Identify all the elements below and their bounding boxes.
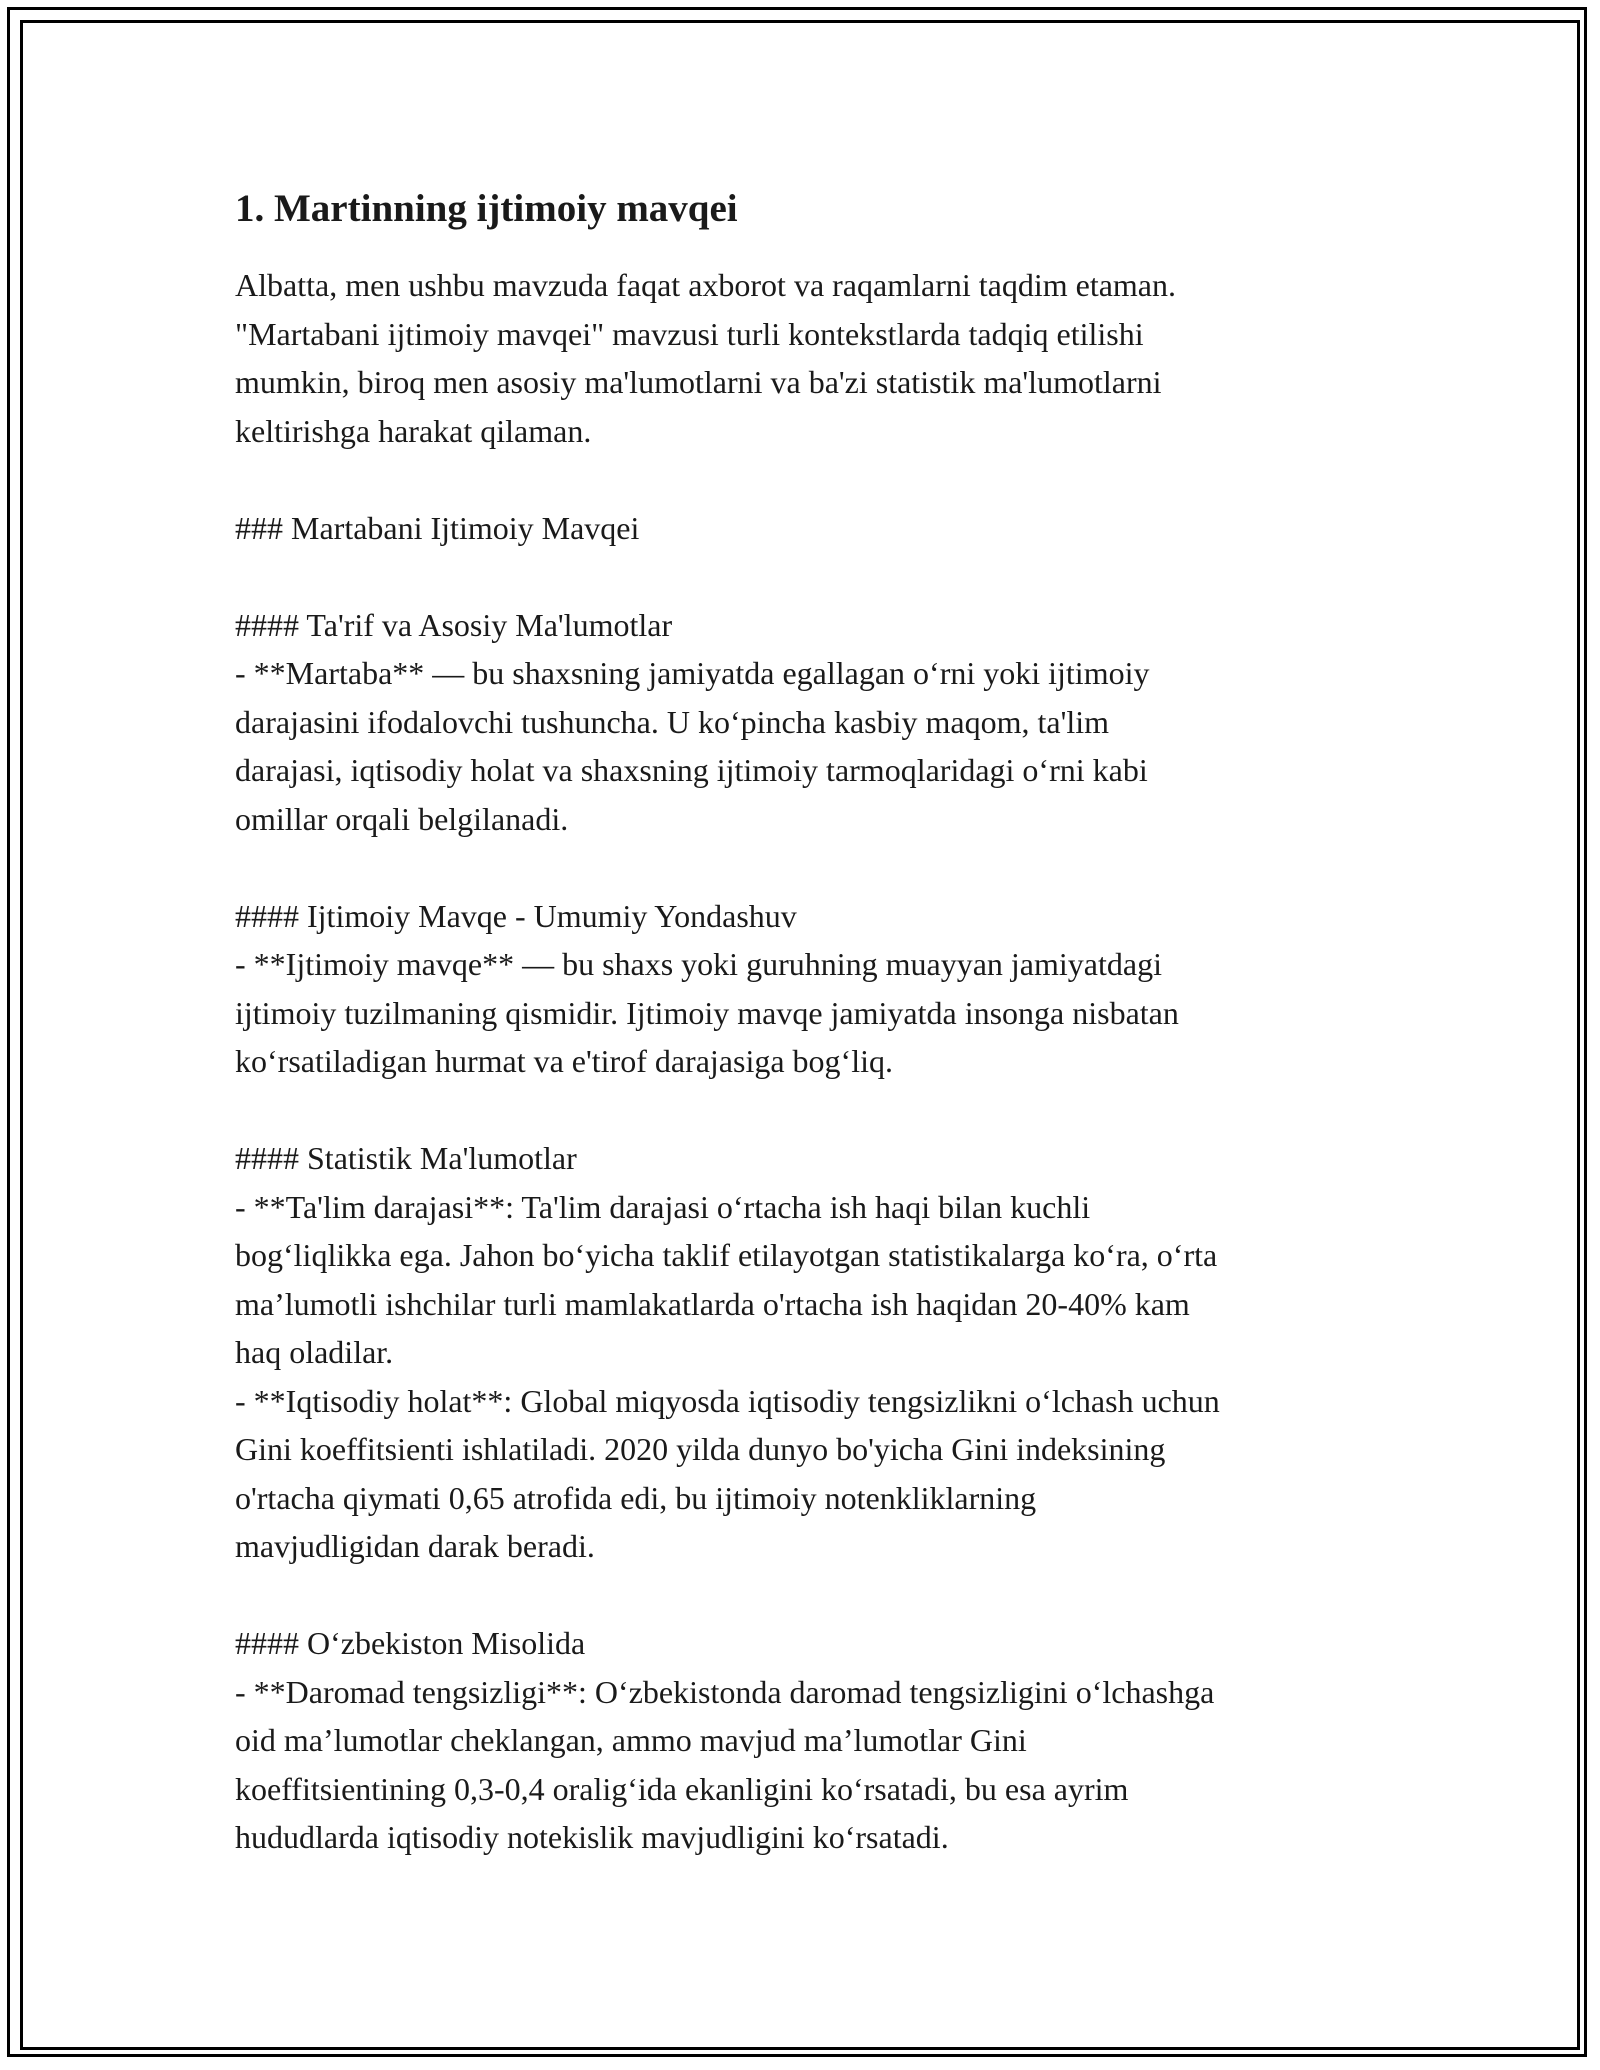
text-block <box>235 601 1375 844</box>
block-gap <box>235 455 1375 504</box>
block-gap <box>235 843 1375 892</box>
text-line: #### Ta'rif va Asosiy Ma'lumotlar <box>235 606 673 643</box>
page-title: 1. Martinning ijtimoiy mavqei <box>235 187 738 230</box>
text-line: koeffitsientining 0,3-0,4 oralig‘ida ekanligini ko‘rsatadi, bu esa ayrim <box>235 1770 1129 1807</box>
text-line: darajasini ifodalovchi tushuncha. U ko‘pincha kasbiy maqom, ta'lim <box>235 703 1109 740</box>
text-block <box>235 892 1375 1086</box>
text-line: ma’lumotli ishchilar turli mamlakatlarda o'rtacha ish haqidan 20-40% kam <box>235 1285 1190 1322</box>
text-line: #### Statistik Ma'lumotlar <box>235 1140 577 1176</box>
text-block <box>235 1619 1375 1862</box>
text-line: bog‘liqlikka ega. Jahon bo‘yicha taklif etilayotgan statistikalarga ko‘ra, o‘rta <box>235 1237 1218 1273</box>
text-line: omillar orqali belgilanadi. <box>235 800 569 837</box>
block-gap <box>235 1571 1375 1620</box>
text-line: "Martabani ijtimoiy mavqei" mavzusi turli kontekstlarda tadqiq etilishi <box>235 315 1144 352</box>
text-line: mavjudligidan darak beradi. <box>235 1528 595 1564</box>
text-line: Gini koeffitsienti ishlatiladi. 2020 yilda dunyo bo'yicha Gini indeksining <box>235 1431 1166 1467</box>
text-line: - **Ijtimoiy mavqe** — bu shaxs yoki guruhning muayyan jamiyatdagi <box>235 946 1162 982</box>
text-line: keltirishga harakat qilaman. <box>235 412 592 449</box>
text-block <box>235 1134 1375 1571</box>
text-line: mumkin, biroq men asosiy ma'lumotlarni va ba'zi statistik ma'lumotlarni <box>235 364 1162 400</box>
text-line: - **Ta'lim darajasi**: Ta'lim darajasi o‘rtacha ish haqi bilan kuchli <box>235 1188 1091 1225</box>
text-line: - **Martaba** — bu shaxsning jamiyatda egallagan o‘rni yoki ijtimoiy <box>235 655 1150 691</box>
text-line: - **Daromad tengsizligi**: O‘zbekistonda daromad tengsizligini o‘lchashga <box>235 1673 1215 1710</box>
text-line: ijtimoiy tuzilmaning qismidir. Ijtimoiy mavqe jamiyatda insonga nisbatan <box>235 994 1179 1031</box>
text-line: hududlarda iqtisodiy notekislik mavjudligini ko‘rsatadi. <box>235 1819 949 1855</box>
block-gap <box>235 1086 1375 1135</box>
text-line: ko‘rsatiladigan hurmat va e'tirof darajasiga bog‘liq. <box>235 1043 893 1079</box>
text-line: #### Ijtimoiy Mavqe - Umumiy Yondashuv <box>235 897 797 934</box>
text-line: #### O‘zbekiston Misolida <box>235 1625 586 1661</box>
text-line: ### Martabani Ijtimoiy Mavqei <box>235 509 640 546</box>
document-body <box>235 185 1375 1862</box>
text-line: haq oladilar. <box>235 1334 394 1370</box>
block-gap <box>235 552 1375 601</box>
text-line: Albatta, men ushbu mavzuda faqat axborot va raqamlarni taqdim etaman. <box>235 267 1176 303</box>
text-blocks <box>235 261 1375 1862</box>
text-line: oid ma’lumotlar cheklangan, ammo mavjud ma’lumotlar Gini <box>235 1722 1027 1758</box>
text-line: - **Iqtisodiy holat**: Global miqyosda iqtisodiy tengsizlikni o‘lchash uchun <box>235 1382 1220 1419</box>
text-line: darajasi, iqtisodiy holat va shaxsning ijtimoiy tarmoqlaridagi o‘rni kabi <box>235 752 1148 788</box>
text-block <box>235 504 1375 553</box>
text-block <box>235 261 1375 455</box>
text-line: o'rtacha qiymati 0,65 atrofida edi, bu ijtimoiy notenkliklarning <box>235 1479 1037 1516</box>
